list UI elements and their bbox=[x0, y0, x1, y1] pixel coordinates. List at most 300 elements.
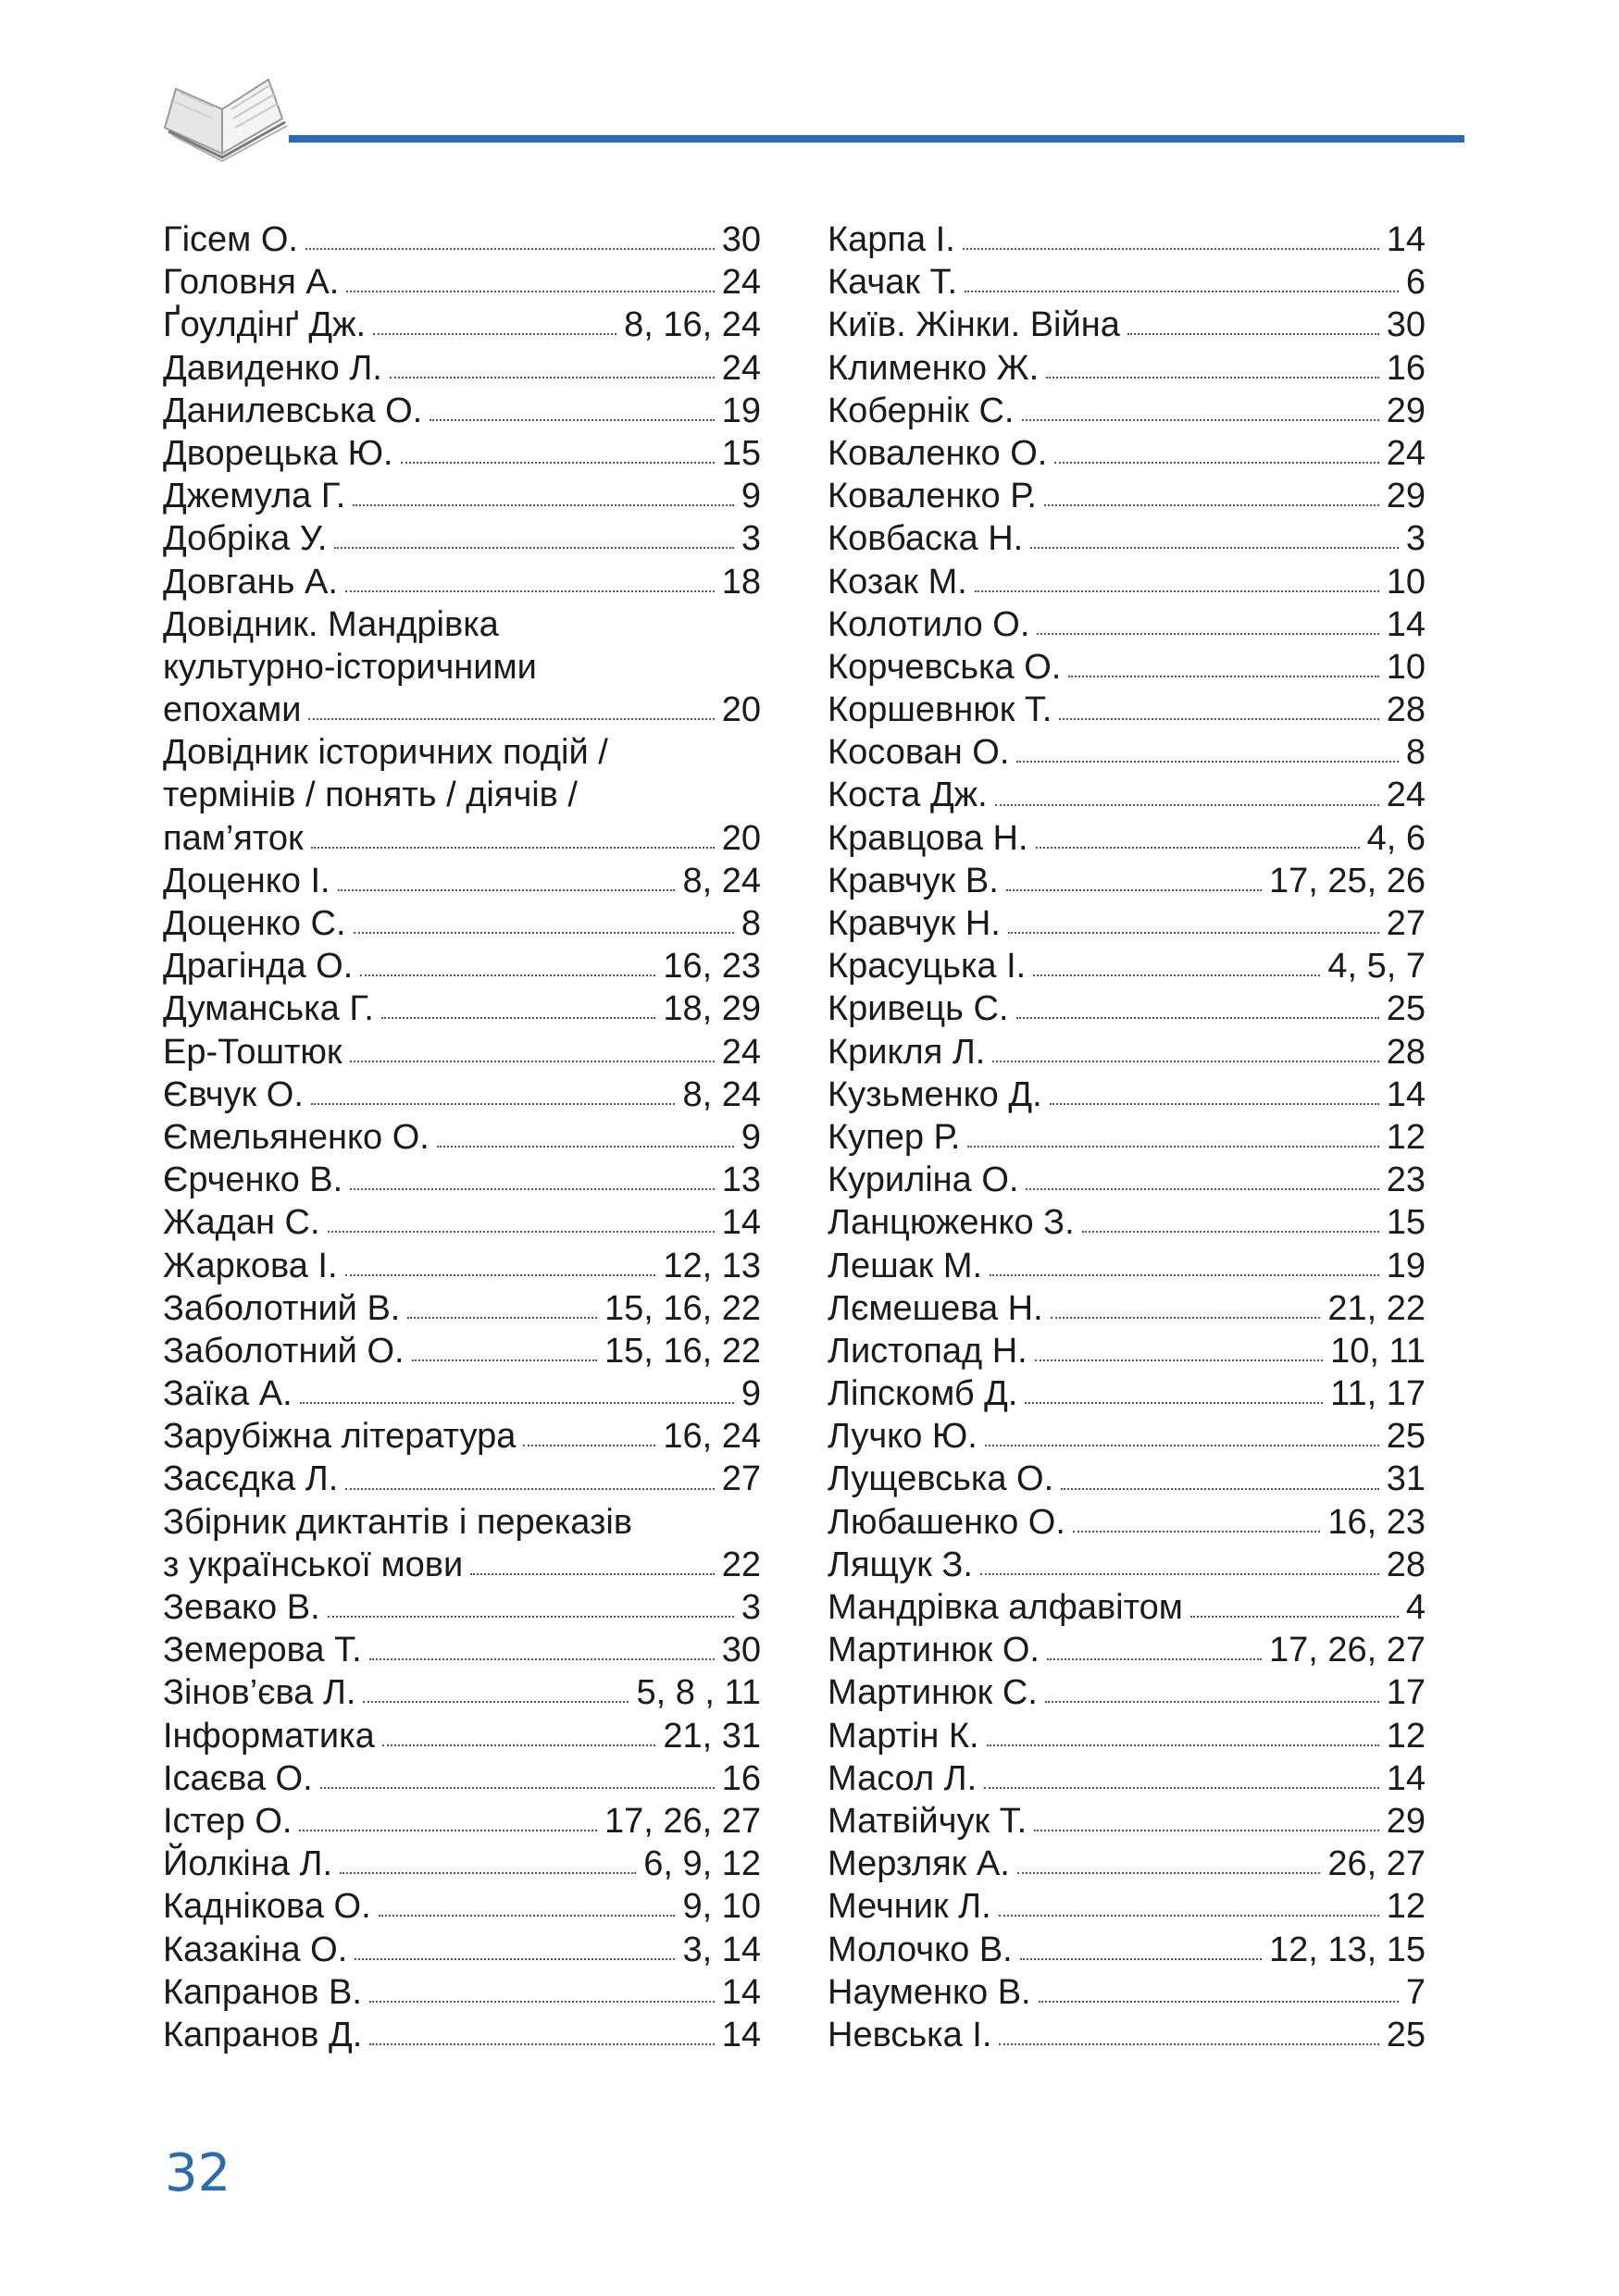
index-entry bbox=[828, 517, 1426, 560]
dot-leader bbox=[470, 1573, 715, 1575]
entry-pages: 9, 10 bbox=[682, 1887, 761, 1927]
index-entry bbox=[828, 1201, 1426, 1244]
index-entry bbox=[163, 1501, 761, 1544]
entry-name: Качак Т. bbox=[828, 263, 958, 303]
entry-name: Доценко С. bbox=[163, 904, 346, 943]
dot-leader bbox=[379, 1915, 676, 1917]
entry-name: Довідник історичних подій / bbox=[163, 733, 608, 773]
entry-name: Кравцова Н. bbox=[828, 818, 1028, 858]
index-entry bbox=[163, 1885, 761, 1928]
dot-leader bbox=[382, 1744, 656, 1746]
index-entry bbox=[163, 1757, 761, 1800]
dot-leader bbox=[345, 590, 715, 592]
index-entry bbox=[163, 475, 761, 517]
index-entry bbox=[828, 432, 1426, 475]
entry-pages: 20 bbox=[721, 818, 761, 858]
index-entry bbox=[828, 1330, 1426, 1372]
entry-name: Заїка А. bbox=[163, 1374, 293, 1414]
entry-name: Мандрівка алфавітом bbox=[828, 1588, 1183, 1627]
index-entry bbox=[163, 432, 761, 475]
entry-pages: 26, 27 bbox=[1327, 1844, 1426, 1884]
entry-name: Драгінда О. bbox=[163, 947, 354, 987]
entry-pages: 23 bbox=[1386, 1160, 1426, 1200]
index-entry bbox=[163, 304, 761, 346]
entry-pages: 4, 6 bbox=[1366, 818, 1426, 858]
index-entry bbox=[163, 1458, 761, 1500]
index-entry bbox=[828, 1501, 1426, 1544]
dot-leader bbox=[373, 333, 616, 335]
dot-leader bbox=[1034, 1830, 1379, 1831]
dot-leader bbox=[1127, 333, 1379, 335]
entry-pages: 16, 23 bbox=[1327, 1502, 1426, 1542]
dot-leader bbox=[1059, 718, 1378, 720]
index-entry bbox=[828, 1415, 1426, 1458]
dot-leader bbox=[1033, 974, 1320, 976]
entry-name: Ліпскомб Д. bbox=[828, 1374, 1018, 1414]
entry-pages: 24 bbox=[1386, 433, 1426, 473]
dot-leader bbox=[355, 1958, 675, 1960]
entry-name: термінів / понять / діячів / bbox=[163, 776, 578, 815]
entry-name: Коваленко Р. bbox=[828, 477, 1037, 516]
dot-leader bbox=[1044, 504, 1379, 506]
entry-name: Єрченко В. bbox=[163, 1160, 343, 1200]
entry-name: Лущевська О. bbox=[828, 1459, 1054, 1499]
entry-pages: 12, 13 bbox=[663, 1246, 761, 1285]
index-entry bbox=[828, 902, 1426, 945]
dot-leader bbox=[1045, 1701, 1379, 1703]
dot-leader bbox=[1061, 1488, 1379, 1490]
index-entry bbox=[828, 1544, 1426, 1586]
entry-name: Карпа І. bbox=[828, 220, 955, 259]
entry-name: Кравчук В. bbox=[828, 861, 999, 900]
entry-name: Куриліна О. bbox=[828, 1160, 1019, 1200]
dot-leader bbox=[311, 1103, 676, 1105]
entry-name: Лящук З. bbox=[828, 1545, 973, 1584]
entry-pages: 7 bbox=[1405, 1972, 1426, 2012]
index-entry bbox=[163, 817, 761, 860]
index-entry bbox=[828, 731, 1426, 774]
index-entry bbox=[828, 1031, 1426, 1074]
dot-leader bbox=[346, 291, 714, 292]
entry-pages: 9 bbox=[741, 1374, 761, 1414]
entry-name: Довідник. Мандрівка bbox=[163, 604, 499, 644]
entry-name: Купер Р. bbox=[828, 1117, 961, 1157]
entry-pages: 28 bbox=[1386, 1545, 1426, 1584]
entry-name: Ісаєва О. bbox=[163, 1758, 313, 1798]
dot-leader bbox=[430, 419, 715, 421]
entry-name: Мартинюк С. bbox=[828, 1673, 1038, 1713]
entry-pages: 19 bbox=[1386, 1246, 1426, 1285]
entry-pages: 17 bbox=[1386, 1673, 1426, 1713]
entry-pages: 14 bbox=[1386, 1074, 1426, 1114]
index-entry bbox=[828, 945, 1426, 987]
entry-pages: 28 bbox=[1386, 1032, 1426, 1072]
entry-name: Лучко Ю. bbox=[828, 1417, 978, 1457]
entry-name: Жадан С. bbox=[163, 1203, 320, 1243]
entry-pages: 17, 26, 27 bbox=[1268, 1631, 1426, 1670]
dot-leader bbox=[437, 1146, 734, 1148]
entry-pages: 10 bbox=[1386, 562, 1426, 602]
entry-name: Мартін К. bbox=[828, 1716, 979, 1756]
entry-pages: 14 bbox=[721, 1203, 761, 1243]
index-entry bbox=[163, 1629, 761, 1671]
dot-leader bbox=[350, 1188, 715, 1190]
entry-name: Капранов В. bbox=[163, 1972, 362, 2012]
index-entry bbox=[163, 1800, 761, 1843]
entry-pages: 14 bbox=[1386, 220, 1426, 259]
entry-pages: 15, 16, 22 bbox=[604, 1331, 761, 1371]
dot-leader bbox=[412, 1359, 597, 1361]
entry-pages: 9 bbox=[741, 1117, 761, 1157]
entry-pages: 18 bbox=[721, 562, 761, 602]
dot-leader bbox=[1016, 1017, 1379, 1019]
dot-leader bbox=[1025, 1402, 1323, 1404]
entry-pages: 6 bbox=[1405, 263, 1426, 303]
index-entry bbox=[163, 860, 761, 902]
dot-leader bbox=[338, 889, 676, 891]
dot-leader bbox=[369, 1658, 715, 1660]
entry-name: Капранов Д. bbox=[163, 2015, 363, 2054]
dot-leader bbox=[1006, 889, 1262, 891]
index-entry bbox=[828, 860, 1426, 902]
index-entry bbox=[828, 1116, 1426, 1159]
index-entry bbox=[828, 390, 1426, 432]
entry-pages: 24 bbox=[721, 1032, 761, 1072]
entry-pages: 16 bbox=[1386, 348, 1426, 388]
entry-name: Коваленко О. bbox=[828, 433, 1048, 473]
entry-name: Довгань А. bbox=[163, 562, 338, 602]
entry-name: Ґоулдінґ Дж. bbox=[163, 305, 367, 345]
dot-leader bbox=[354, 932, 734, 934]
dot-leader bbox=[340, 1872, 636, 1874]
entry-name: Косован О. bbox=[828, 733, 1010, 773]
entry-name: Заболотний О. bbox=[163, 1331, 405, 1371]
index-entry bbox=[828, 774, 1426, 816]
entry-name: Земерова Т. bbox=[163, 1631, 362, 1670]
entry-pages: 21, 22 bbox=[1327, 1288, 1426, 1328]
dot-leader bbox=[1190, 1616, 1399, 1618]
index-entry bbox=[828, 1159, 1426, 1201]
entry-pages: 31 bbox=[1386, 1459, 1426, 1499]
entry-pages: 5, 8 , 11 bbox=[636, 1673, 761, 1713]
dot-leader bbox=[320, 1787, 715, 1789]
dot-leader bbox=[1026, 1188, 1378, 1190]
entry-name: Заболотний В. bbox=[163, 1288, 401, 1328]
entry-pages: 12, 13, 15 bbox=[1268, 1930, 1426, 1969]
entry-name: Данилевська О. bbox=[163, 391, 423, 430]
entry-pages: 8, 24 bbox=[682, 861, 761, 900]
index-entry bbox=[163, 218, 761, 261]
index-entry bbox=[828, 603, 1426, 646]
index-entry bbox=[828, 475, 1426, 517]
entry-pages: 4, 5, 7 bbox=[1327, 947, 1426, 987]
dot-leader bbox=[1035, 1359, 1323, 1361]
entry-name: Красуцька І. bbox=[828, 947, 1027, 987]
entry-pages: 17, 26, 27 bbox=[604, 1801, 761, 1841]
index-entry bbox=[163, 1287, 761, 1330]
dot-leader bbox=[360, 974, 655, 976]
index-entry bbox=[828, 1715, 1426, 1757]
dot-leader bbox=[963, 248, 1379, 250]
entry-name: Інформатика bbox=[163, 1716, 375, 1756]
index-entry bbox=[163, 902, 761, 945]
entry-name: Кравчук Н. bbox=[828, 904, 1001, 943]
entry-pages: 13 bbox=[721, 1160, 761, 1200]
entry-name: Гісем О. bbox=[163, 220, 298, 259]
dot-leader bbox=[1047, 1658, 1262, 1660]
dot-leader bbox=[1073, 1531, 1320, 1533]
index-entry bbox=[163, 1116, 761, 1159]
entry-name: Мартинюк О. bbox=[828, 1631, 1040, 1670]
entry-name: Давиденко Л. bbox=[163, 348, 382, 388]
index-entry bbox=[163, 774, 761, 816]
index-entry bbox=[163, 731, 761, 774]
entry-pages: 27 bbox=[721, 1459, 761, 1499]
entry-pages: 21, 31 bbox=[663, 1716, 761, 1756]
entry-pages: 16 bbox=[721, 1758, 761, 1798]
dot-leader bbox=[965, 291, 1399, 292]
index-entry bbox=[828, 1671, 1426, 1714]
entry-name: Невська І. bbox=[828, 2015, 992, 2054]
dot-leader bbox=[999, 2043, 1378, 2045]
entry-name: Мечник Л. bbox=[828, 1887, 991, 1927]
dot-leader bbox=[407, 1317, 597, 1319]
entry-name: Ер-Тоштюк bbox=[163, 1032, 342, 1072]
open-book-icon bbox=[157, 72, 296, 165]
dot-leader bbox=[1030, 547, 1399, 549]
entry-pages: 12 bbox=[1386, 1887, 1426, 1927]
entry-pages: 14 bbox=[721, 2015, 761, 2054]
index-entry bbox=[828, 1800, 1426, 1843]
dot-leader bbox=[967, 1146, 1378, 1148]
dot-leader bbox=[353, 504, 733, 506]
entry-name: Засєдка Л. bbox=[163, 1459, 339, 1499]
entry-name: Жаркова І. bbox=[163, 1246, 338, 1285]
entry-name: Корчевська О. bbox=[828, 647, 1062, 687]
dot-leader bbox=[980, 1573, 1379, 1575]
entry-pages: 25 bbox=[1386, 1417, 1426, 1457]
entry-pages: 16, 23 bbox=[663, 947, 761, 987]
index-entry bbox=[163, 390, 761, 432]
index-entry bbox=[163, 1245, 761, 1287]
entry-name: Лємешева Н. bbox=[828, 1288, 1043, 1328]
entry-name: Молочко В. bbox=[828, 1930, 1013, 1969]
dot-leader bbox=[390, 377, 715, 379]
index-entry bbox=[828, 1929, 1426, 1971]
index-entry bbox=[163, 1843, 761, 1885]
index-entry bbox=[163, 945, 761, 987]
entry-pages: 8 bbox=[1405, 733, 1426, 773]
index-entry bbox=[828, 347, 1426, 390]
index-entry bbox=[163, 646, 761, 689]
entry-name: Крикля Л. bbox=[828, 1032, 986, 1072]
entry-name: Зарубіжна література bbox=[163, 1417, 517, 1457]
entry-pages: 12 bbox=[1386, 1716, 1426, 1756]
dot-leader bbox=[1016, 761, 1398, 763]
entry-pages: 10 bbox=[1386, 647, 1426, 687]
entry-pages: 14 bbox=[1386, 604, 1426, 644]
entry-pages: 3, 14 bbox=[682, 1930, 761, 1969]
entry-name: Кривець С. bbox=[828, 989, 1009, 1029]
entry-name: Масол Л. bbox=[828, 1758, 978, 1798]
dot-leader bbox=[1054, 462, 1378, 464]
entry-pages: 28 bbox=[1386, 690, 1426, 730]
entry-name: Добріка У. bbox=[163, 519, 328, 559]
dot-leader bbox=[992, 1061, 1378, 1062]
entry-name: Зевако В. bbox=[163, 1588, 320, 1627]
dot-leader bbox=[1017, 1872, 1321, 1874]
dot-leader bbox=[1008, 932, 1379, 934]
index-entry bbox=[828, 1757, 1426, 1800]
entry-name: Козак М. bbox=[828, 562, 967, 602]
entry-pages: 18, 29 bbox=[663, 989, 761, 1029]
dot-leader bbox=[1051, 1317, 1321, 1319]
dot-leader bbox=[523, 1445, 655, 1446]
index-entry bbox=[163, 1159, 761, 1201]
entry-pages: 6, 9, 12 bbox=[643, 1844, 761, 1884]
index-entry bbox=[828, 1971, 1426, 2014]
dot-leader bbox=[311, 847, 715, 849]
index-entry bbox=[828, 1629, 1426, 1671]
entry-pages: 29 bbox=[1386, 1801, 1426, 1841]
dot-leader bbox=[1036, 847, 1360, 849]
index-entry bbox=[163, 1031, 761, 1074]
entry-name: Колотило О. bbox=[828, 604, 1030, 644]
index-entry bbox=[163, 987, 761, 1030]
dot-leader bbox=[1050, 1103, 1379, 1105]
entry-name: Клименко Ж. bbox=[828, 348, 1040, 388]
entry-pages: 11, 17 bbox=[1330, 1374, 1426, 1414]
entry-name: Доценко І. bbox=[163, 861, 330, 900]
index-entry bbox=[163, 1671, 761, 1714]
entry-name: Збірник диктантів і переказів bbox=[163, 1502, 633, 1542]
dot-leader bbox=[300, 1402, 734, 1404]
index-entry bbox=[828, 1843, 1426, 1885]
entry-pages: 17, 25, 26 bbox=[1268, 861, 1426, 900]
entry-name: Головня А. bbox=[163, 263, 340, 303]
index-entry bbox=[163, 561, 761, 603]
index-entry bbox=[163, 1330, 761, 1372]
entry-pages: 14 bbox=[1386, 1758, 1426, 1798]
index-entry bbox=[828, 261, 1426, 304]
entry-pages: 4 bbox=[1405, 1588, 1426, 1627]
index-entry bbox=[163, 1971, 761, 2014]
entry-name: Коста Дж. bbox=[828, 776, 988, 815]
dot-leader bbox=[381, 1017, 656, 1019]
dot-leader bbox=[369, 2043, 714, 2045]
entry-pages: 9 bbox=[741, 477, 761, 516]
entry-name: Листопад Н. bbox=[828, 1331, 1027, 1371]
index-column-left bbox=[163, 218, 761, 2056]
dot-leader bbox=[299, 1830, 596, 1831]
index-column-right bbox=[828, 218, 1426, 2056]
index-entry bbox=[828, 304, 1426, 346]
dot-leader bbox=[984, 1787, 1379, 1789]
entry-name: Зінов’єва Л. bbox=[163, 1673, 356, 1713]
index-entry bbox=[828, 561, 1426, 603]
entry-pages: 8 bbox=[741, 904, 761, 943]
index-entry bbox=[828, 1458, 1426, 1500]
dot-leader bbox=[987, 1744, 1379, 1746]
dot-leader bbox=[1037, 633, 1378, 635]
dot-leader bbox=[995, 804, 1379, 806]
dot-leader bbox=[1039, 2001, 1399, 2003]
index-entry bbox=[828, 2014, 1426, 2056]
entry-pages: 24 bbox=[721, 348, 761, 388]
entry-pages: 15 bbox=[1386, 1203, 1426, 1243]
index-entry bbox=[828, 646, 1426, 689]
dot-leader bbox=[334, 547, 733, 549]
entry-pages: 30 bbox=[721, 220, 761, 259]
dot-leader bbox=[350, 1061, 715, 1062]
entry-name: з української мови bbox=[163, 1545, 464, 1584]
entry-name: Ланцюженко З. bbox=[828, 1203, 1075, 1243]
entry-name: Кобернік С. bbox=[828, 391, 1015, 430]
dot-leader bbox=[999, 1915, 1379, 1917]
entry-pages: 3 bbox=[1405, 519, 1426, 559]
index-entry bbox=[163, 689, 761, 731]
index-entry bbox=[163, 1415, 761, 1458]
dot-leader bbox=[1046, 377, 1379, 379]
dot-leader bbox=[1020, 1958, 1262, 1960]
entry-pages: 29 bbox=[1386, 477, 1426, 516]
dot-leader bbox=[369, 2001, 715, 2003]
entry-pages: 22 bbox=[721, 1545, 761, 1584]
entry-name: Київ. Жінки. Війна bbox=[828, 305, 1120, 345]
dot-leader bbox=[363, 1701, 629, 1703]
entry-name: Казакіна О. bbox=[163, 1930, 348, 1969]
dot-leader bbox=[328, 1616, 734, 1618]
entry-name: Коршевнюк Т. bbox=[828, 690, 1052, 730]
entry-name: Йолкіна Л. bbox=[163, 1844, 333, 1884]
entry-name: Думанська Г. bbox=[163, 989, 374, 1029]
entry-pages: 12 bbox=[1386, 1117, 1426, 1157]
index-entry bbox=[828, 1287, 1426, 1330]
entry-name: Каднікова О. bbox=[163, 1887, 371, 1927]
dot-leader bbox=[985, 1445, 1379, 1446]
entry-pages: 25 bbox=[1386, 989, 1426, 1029]
entry-pages: 20 bbox=[721, 690, 761, 730]
entry-name: Євчук О. bbox=[163, 1074, 304, 1114]
entry-name: Ємельяненко О. bbox=[163, 1117, 430, 1157]
entry-pages: 3 bbox=[741, 519, 761, 559]
index-entry bbox=[163, 2014, 761, 2056]
index-entry bbox=[828, 987, 1426, 1030]
index-entry bbox=[163, 1074, 761, 1116]
entry-name: культурно-історичними bbox=[163, 647, 537, 687]
entry-name: Матвійчук Т. bbox=[828, 1801, 1027, 1841]
index-entry bbox=[163, 347, 761, 390]
entry-pages: 10, 11 bbox=[1330, 1331, 1426, 1371]
entry-name: Ковбаска Н. bbox=[828, 519, 1024, 559]
entry-name: Істер О. bbox=[163, 1801, 293, 1841]
index-entry bbox=[828, 1885, 1426, 1928]
index-entry bbox=[828, 1074, 1426, 1116]
entry-pages: 24 bbox=[1386, 776, 1426, 815]
entry-pages: 3 bbox=[741, 1588, 761, 1627]
entry-pages: 14 bbox=[721, 1972, 761, 2012]
dot-leader bbox=[345, 1488, 714, 1490]
entry-name: Дворецька Ю. bbox=[163, 433, 393, 473]
dot-leader bbox=[308, 718, 714, 720]
entry-name: Науменко В. bbox=[828, 1972, 1031, 2012]
index-entry bbox=[163, 1544, 761, 1586]
dot-leader bbox=[305, 248, 715, 250]
entry-pages: 15 bbox=[721, 433, 761, 473]
dot-leader bbox=[328, 1231, 715, 1233]
index-entry bbox=[828, 1372, 1426, 1415]
index-entry bbox=[163, 603, 761, 646]
